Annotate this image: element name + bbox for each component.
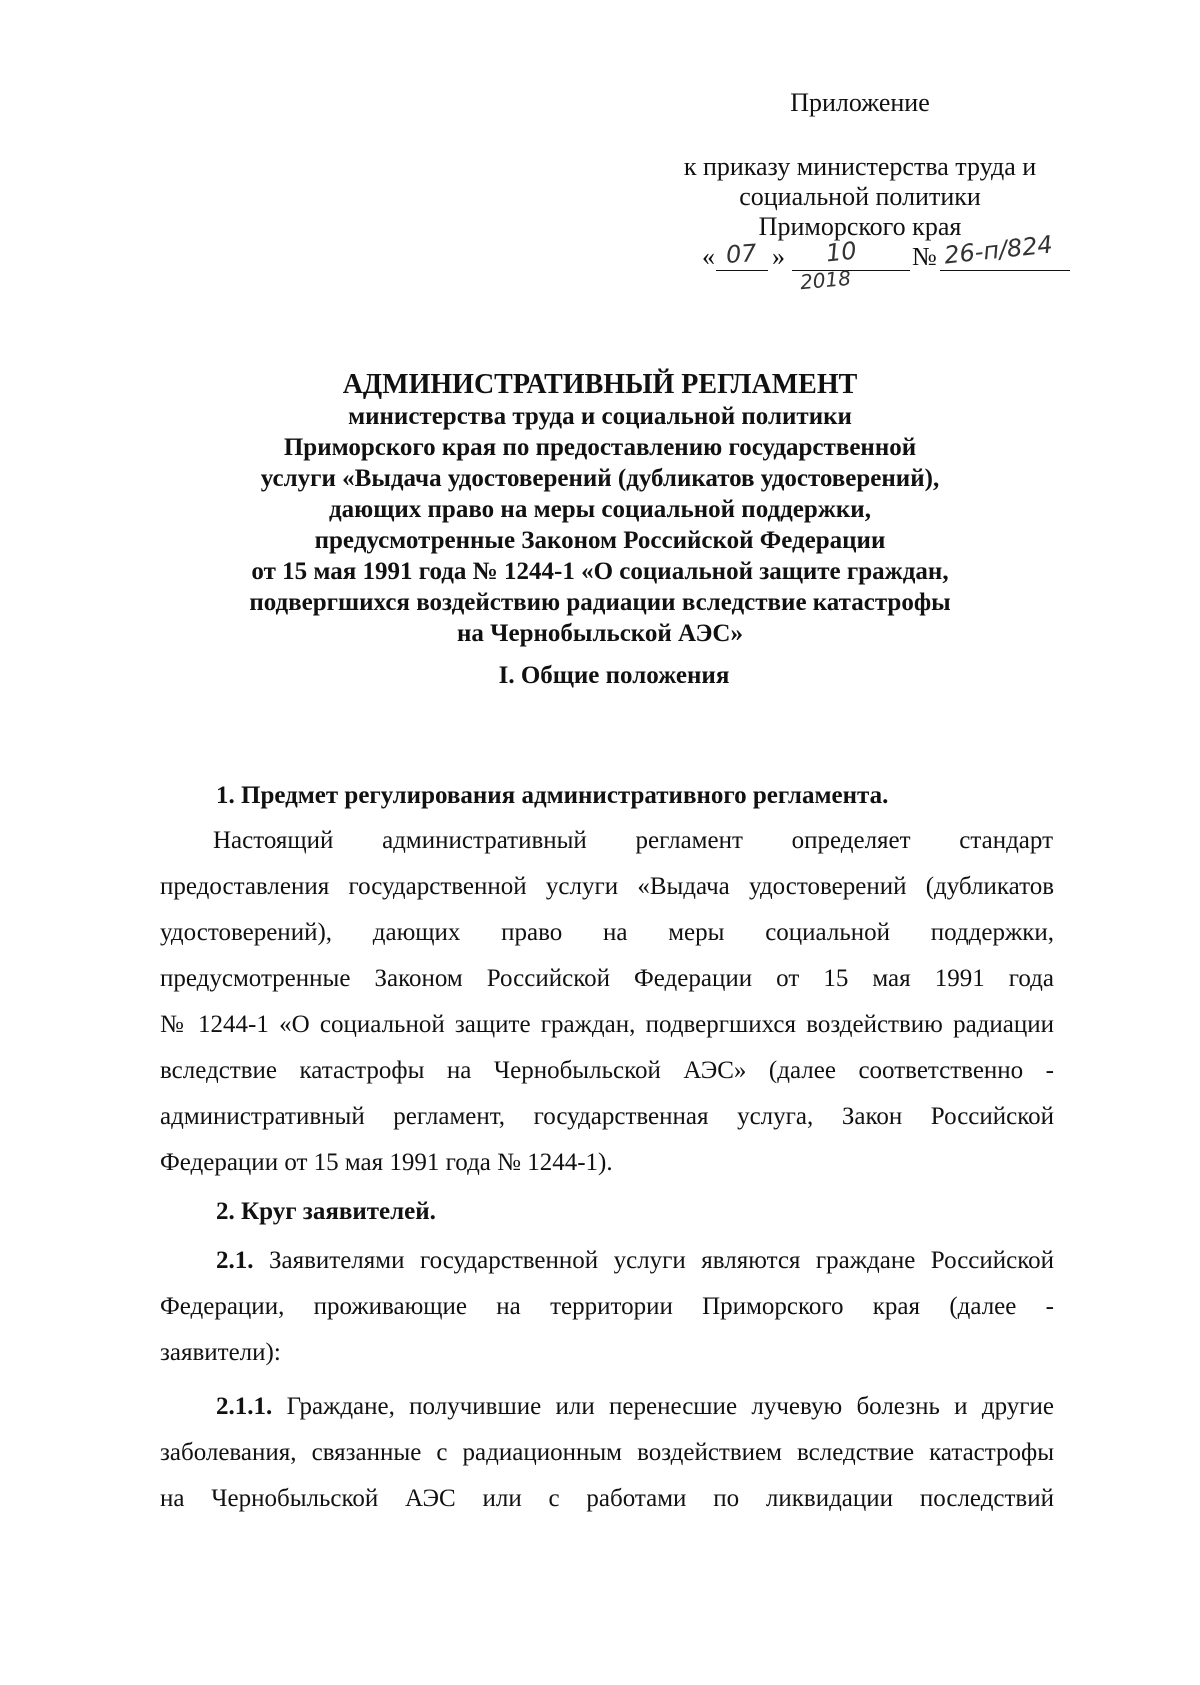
title-line: на Чернобыльской АЭС»	[457, 620, 743, 647]
title-line: дающих право на меры социальной поддержки,	[329, 496, 871, 523]
date-close-quote: »	[772, 242, 785, 271]
title-line: от 15 мая 1991 года № 1244-1 «О социальной защите граждан,	[251, 558, 949, 585]
paragraph-1-line: Федерации от 15 мая 1991 года № 1244-1).	[160, 1149, 613, 1176]
paragraph-2-1-1-number: 2.1.1.	[216, 1393, 273, 1420]
date-month: 10	[824, 236, 858, 268]
paragraph-1-line: вследствие катастрофы на Чернобыльской АЭС» (далее соответственно -	[160, 1057, 1054, 1084]
paragraph-2-1-1-first-line	[216, 1392, 1054, 1422]
date-day: 07	[725, 238, 758, 270]
paragraph-2-1-1-text: Граждане, получившие или перенесшие лучевую болезнь и другие	[272, 1393, 1054, 1420]
document-title	[130, 368, 1070, 649]
paragraph-1-line: предусмотренные Законом Российской Федерации от 15 мая 1991 года	[160, 965, 1054, 992]
order-line-3: Приморского края	[758, 212, 962, 241]
paragraph-2-1-number: 2.1.	[216, 1247, 254, 1274]
title-line: предусмотренные Законом Российской Федерации	[314, 527, 886, 554]
paragraph-2-1-line: Федерации, проживающие на территории Приморского края (далее -	[160, 1293, 1054, 1320]
title-main: АДМИНИСТРАТИВНЫЙ РЕГЛАМЕНТ	[342, 369, 858, 400]
paragraph-2-heading: 2. Круг заявителей.	[216, 1198, 436, 1225]
date-open-quote: «	[702, 242, 715, 271]
order-line-1: к приказу министерства труда и	[683, 152, 1037, 181]
section-heading: I. Общие положения	[498, 662, 730, 689]
title-line: подвергшихся воздействию радиации вследствие катастрофы	[249, 589, 951, 616]
paragraph-1-heading: 1. Предмет регулирования административного регламента.	[216, 782, 889, 809]
paragraph-1-line: удостоверений), дающих право на меры социальной поддержки,	[160, 919, 1054, 946]
paragraph-2-1-text: Заявителями государственной услуги являются граждане Российской	[253, 1247, 1054, 1274]
number-sign: №	[912, 242, 937, 271]
date-year: 2018	[799, 265, 852, 295]
order-line-2: социальной политики	[739, 182, 981, 211]
paragraph-1-line: № 1244-1 «О социальной защите граждан, подвергшихся воздействию радиации	[160, 1011, 1054, 1038]
title-line: Приморского края по предоставлению государственной	[283, 434, 917, 461]
paragraph-2-1-line: заявители):	[160, 1339, 281, 1366]
paragraph-2-1-1-line: заболевания, связанные с радиационным воздействием вследствие катастрофы	[160, 1439, 1054, 1466]
order-date-line	[700, 230, 1160, 295]
order-number: 26-п/824	[942, 230, 1054, 270]
appendix-label: Приложение	[790, 88, 930, 117]
paragraph-2-1-first-line	[216, 1246, 1054, 1276]
title-line: услуги «Выдача удостоверений (дубликатов удостоверений),	[260, 465, 940, 492]
order-number-underline	[940, 270, 1070, 271]
title-line: министерства труда и социальной политики	[348, 403, 852, 430]
date-day-underline	[716, 270, 768, 271]
paragraph-1-line: административный регламент, государственная услуга, Закон Российской	[160, 1103, 1054, 1130]
paragraph-1-line: предоставления государственной услуги «Выдача удостоверений (дубликатов	[160, 873, 1054, 900]
paragraph-1-line: Настоящий административный регламент определяет стандарт	[213, 827, 1053, 854]
paragraph-2-1-1-line: на Чернобыльской АЭС или с работами по ликвидации последствий	[160, 1485, 1054, 1512]
